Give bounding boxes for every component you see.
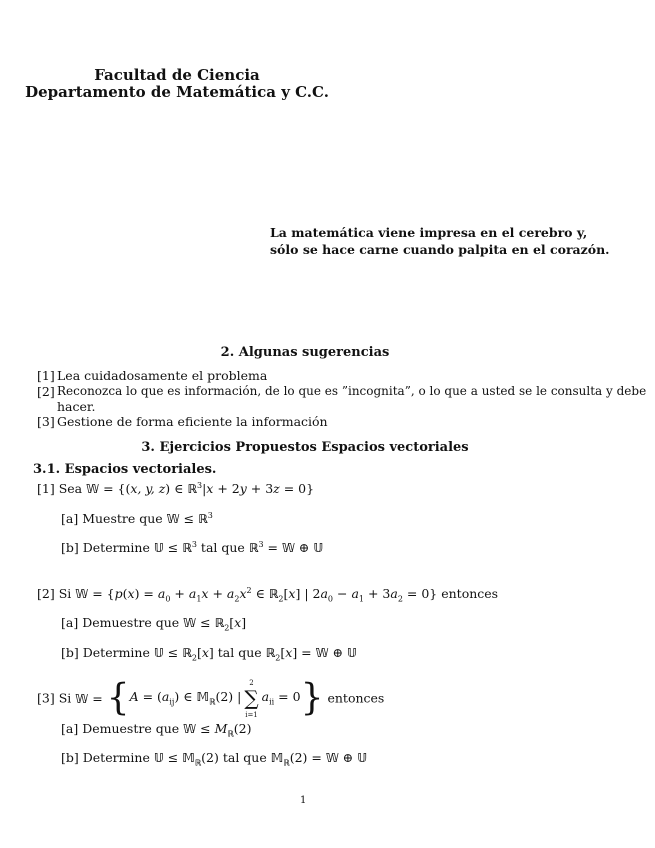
exercise-3b-formula-2: 𝕄$_ℝ$(2) = 𝕎 ⊕ 𝕌 xyxy=(270,750,368,768)
subsection-3-1-title: 3.1. Espacios vectoriales. xyxy=(33,462,217,477)
exercise-1-lead: Sea xyxy=(58,481,83,497)
suggestion-2-text-cont: hacer. xyxy=(57,399,96,414)
exercise-2-number: [2] xyxy=(37,586,55,602)
exercise-2a-label: [a] xyxy=(61,615,79,630)
exercise-2b-label: [b] xyxy=(61,645,79,660)
exercise-1 xyxy=(37,481,314,496)
exercise-2b-text: Determine xyxy=(82,645,150,660)
exercise-2a xyxy=(61,615,246,633)
suggestion-2-text: Reconozca lo que es información, de lo que es ”incognita”, o lo que a usted se le consulta y debe xyxy=(57,384,647,398)
suggestion-1-text: Lea cuidadosamente el problema xyxy=(57,368,268,383)
faculty-heading: Facultad de Ciencia xyxy=(94,66,260,84)
exercise-2a-text: Demuestre que xyxy=(82,615,180,630)
exercise-2b-formula-1: 𝕌 ≤ ℝ$_2$[x] xyxy=(153,645,214,663)
suggestion-1-number: [1] xyxy=(37,368,55,383)
exercise-2-formula: 𝕎 = {$p(x) = a_0 + a_1x + a_2x^2$ ∈ ℝ$_2$[x] | $2a_0 - a_1 + 3a_2 = 0$} xyxy=(75,586,438,604)
exercise-1a-text: Muestre que xyxy=(82,511,163,527)
exercise-1b xyxy=(61,540,323,555)
quote-line-1: La matemática viene impresa en el cerebro y, xyxy=(270,225,588,240)
exercise-2b xyxy=(61,645,357,663)
exercise-3a-text: Demuestre que xyxy=(82,721,180,736)
exercise-2b-tal-que: tal que xyxy=(217,645,262,660)
department-heading: Departamento de Matemática y C.C. xyxy=(25,83,329,101)
exercise-3-tail: entonces xyxy=(327,690,385,706)
exercise-2b-formula-2: ℝ$_2$[x] = 𝕎 ⊕ 𝕌 xyxy=(265,645,357,663)
exercise-2a-formula: 𝕎 ≤ ℝ$_2$[x] xyxy=(183,615,247,633)
suggestion-3-text: Gestione de forma eficiente la información xyxy=(57,414,328,429)
exercise-2 xyxy=(37,586,498,604)
exercise-1-formula: 𝕎 = {(x, y, z) ∈ ℝ$^3$|x + 2y + 3z = 0} xyxy=(86,481,315,497)
exercise-1b-label: [b] xyxy=(61,540,79,556)
exercise-1a-formula: 𝕎 ≤ ℝ$^3$ xyxy=(166,511,213,527)
section-3-title: 3. Ejercicios Propuestos Espacios vectoriales xyxy=(141,440,469,455)
exercise-3b-formula-1: 𝕌 ≤ 𝕄$_ℝ$(2) xyxy=(153,750,219,768)
suggestion-3-number: [3] xyxy=(37,414,55,429)
section-2-title: 2. Algunas sugerencias xyxy=(220,345,390,360)
exercise-3b xyxy=(61,750,367,768)
exercise-3-formula: 𝕎 = {$A = (a_{ij})$ ∈ 𝕄$_ℝ$(2) |2 ∑ $i=1a_{ii} = 0$} xyxy=(75,677,324,719)
exercise-3 xyxy=(37,676,384,720)
exercise-3b-label: [b] xyxy=(61,750,79,765)
exercise-1b-formula-1: 𝕌 ≤ ℝ$^3$ xyxy=(153,540,197,556)
exercise-3b-text: Determine xyxy=(82,750,150,765)
exercise-3a xyxy=(61,721,252,739)
exercise-3-lead: Si xyxy=(58,690,72,706)
exercise-1-number: [1] xyxy=(37,481,55,497)
exercise-3a-label: [a] xyxy=(61,721,79,736)
exercise-3-number: [3] xyxy=(37,690,55,706)
exercise-1a-label: [a] xyxy=(61,511,79,527)
exercise-3b-tal-que: tal que xyxy=(222,750,267,765)
quote-line-2: sólo se hace carne cuando palpita en el corazón. xyxy=(270,242,610,257)
exercise-2-lead: Si xyxy=(58,586,72,602)
suggestion-2-number: [2] xyxy=(37,384,55,399)
exercise-3a-formula: 𝕎 ≤ $M_ℝ(2)$ xyxy=(183,721,252,739)
exercise-1b-formula-2: ℝ$^3$ = 𝕎 ⊕ 𝕌 xyxy=(248,540,324,556)
exercise-1b-text: Determine xyxy=(82,540,150,556)
exercise-1a xyxy=(61,511,213,526)
page-number: 1 xyxy=(300,795,307,806)
exercise-2-tail: entonces xyxy=(441,586,499,602)
exercise-1b-tal-que: tal que xyxy=(200,540,245,556)
